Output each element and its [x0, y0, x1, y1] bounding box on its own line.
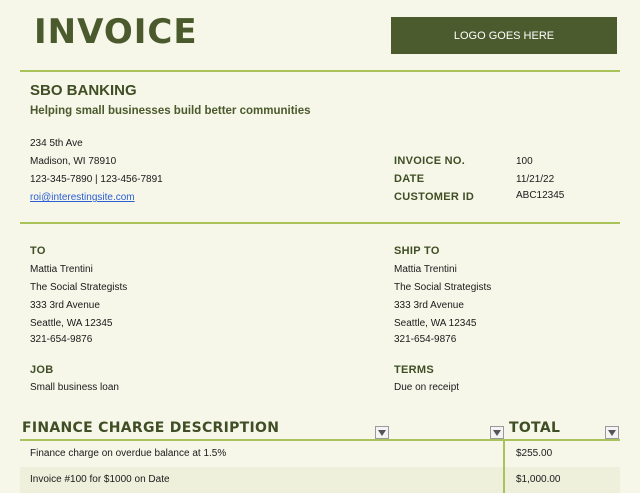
row-total: $1,000.00 [516, 474, 561, 485]
bill-to-label: TO [30, 245, 46, 257]
job-value: Small business loan [30, 382, 119, 393]
column-separator [503, 440, 505, 493]
divider-middle [20, 222, 620, 224]
company-tagline: Helping small businesses build better communities [30, 105, 311, 117]
bill-to-company: The Social Strategists [30, 282, 128, 293]
divider-top [20, 70, 620, 72]
invoice-no-label: INVOICE NO. [394, 155, 466, 167]
ship-to-street: 333 3rd Avenue [394, 300, 464, 311]
filter-dropdown-button[interactable] [375, 426, 389, 439]
company-address-line2: Madison, WI 78910 [30, 156, 117, 167]
ship-to-phone: 321-654-9876 [394, 334, 457, 345]
bill-to-phone: 321-654-9876 [30, 334, 93, 345]
terms-label: TERMS [394, 364, 434, 376]
invoice-no-value: 100 [516, 156, 533, 167]
ship-to-name: Mattia Trentini [394, 264, 457, 275]
table-row[interactable] [20, 441, 620, 467]
customer-id-label: CUSTOMER ID [394, 191, 475, 203]
date-label: DATE [394, 173, 425, 185]
filter-dropdown-button[interactable] [605, 426, 619, 439]
company-address-line1: 234 5th Ave [30, 138, 83, 149]
row-description: Invoice #100 for $1000 on Date [30, 474, 170, 485]
company-name: SBO BANKING [30, 82, 137, 99]
invoice-title: INVOICE [34, 12, 198, 52]
row-description: Finance charge on overdue balance at 1.5% [30, 448, 227, 459]
table-row[interactable] [20, 467, 620, 493]
logo-placeholder[interactable] [391, 17, 617, 54]
table-header-description: FINANCE CHARGE DESCRIPTION [22, 420, 280, 436]
ship-to-label: SHIP TO [394, 245, 440, 257]
job-label: JOB [30, 364, 54, 376]
row-total: $255.00 [516, 448, 553, 459]
table-header-total: TOTAL [509, 420, 561, 436]
customer-id-value: ABC12345 [516, 190, 565, 201]
bill-to-name: Mattia Trentini [30, 264, 93, 275]
filter-dropdown-button[interactable] [490, 426, 504, 439]
chevron-down-icon [608, 430, 616, 436]
ship-to-city: Seattle, WA 12345 [394, 318, 477, 329]
chevron-down-icon [378, 430, 386, 436]
ship-to-company: The Social Strategists [394, 282, 492, 293]
bill-to-street: 333 3rd Avenue [30, 300, 100, 311]
logo-text: LOGO GOES HERE [453, 29, 555, 42]
bill-to-city: Seattle, WA 12345 [30, 318, 113, 329]
chevron-down-icon [493, 430, 501, 436]
terms-value: Due on receipt [394, 382, 460, 393]
company-email-link[interactable]: roi@interestingsite.com [30, 192, 135, 203]
company-phones: 123-345-7890 | 123-456-7891 [30, 174, 163, 185]
date-value: 11/21/22 [516, 174, 555, 185]
